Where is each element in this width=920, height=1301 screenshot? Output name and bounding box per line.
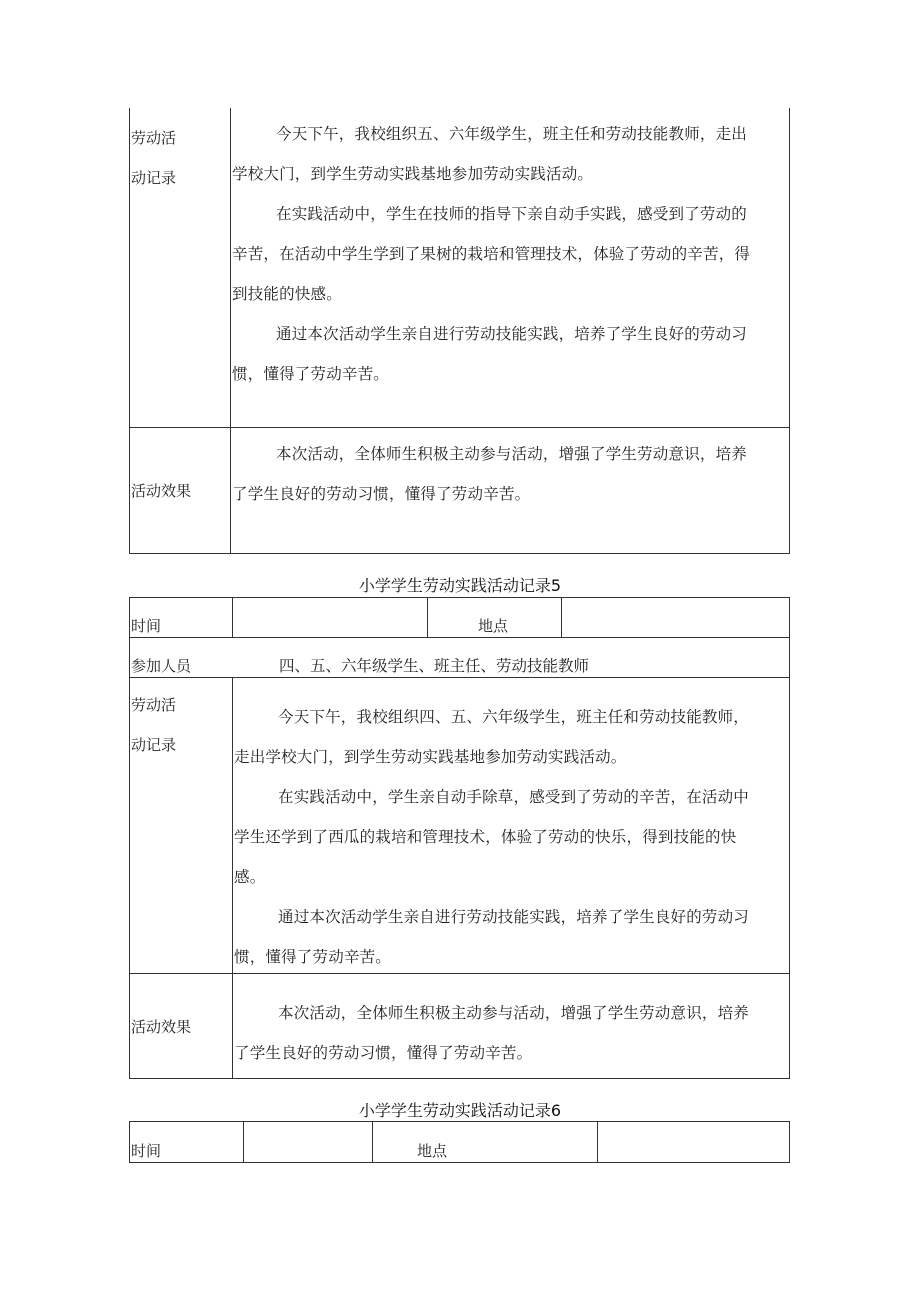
table-border	[789, 597, 790, 1079]
table-border	[129, 1121, 130, 1163]
table-border	[129, 1078, 790, 1079]
record-content	[234, 697, 788, 977]
time-value-cell	[233, 598, 426, 636]
table-border	[129, 597, 130, 1079]
table-border	[789, 1121, 790, 1163]
label-activity-record: 劳动活 动记录	[131, 129, 177, 187]
paragraph: 在实践活动中，学生亲自动手除草，感受到了劳动的辛苦，在活动中 学生还学到了西瓜的栽培和管理技术，体验了劳动的快乐，得到技能的快 感。	[234, 788, 750, 886]
table-border	[129, 108, 130, 554]
paragraph: 通过本次活动学生亲自进行劳动技能实践，培养了学生良好的劳动习 惯，懂得了劳动辛苦。	[234, 908, 750, 966]
label-participants: 参加人员	[131, 657, 192, 675]
label-place: 地点	[417, 1142, 448, 1160]
effect-content: 本次活动，全体师生积极主动参与活动，增强了学生劳动意识，培养 了学生良好的劳动习惯，懂得了劳动辛苦。	[232, 445, 748, 503]
record6-title: 小学学生劳动实践活动记录6	[358, 1101, 562, 1120]
paragraph: 通过本次活动学生亲自进行劳动技能实践，培养了学生良好的劳动习 惯，懂得了劳动辛苦。	[232, 325, 748, 383]
paragraph: 今天下午，我校组织四、五、六年级学生，班主任和劳动技能教师， 走出学校大门，到学生劳动实践基地参加劳动实践活动。	[234, 708, 750, 766]
label-time: 时间	[131, 1142, 162, 1160]
record5-title: 小学学生劳动实践活动记录5	[358, 576, 562, 595]
time-value-cell	[244, 1122, 371, 1162]
label-activity-effect: 活动效果	[131, 482, 192, 500]
table-border	[789, 108, 790, 554]
place-value-cell	[598, 1122, 788, 1162]
label-time: 时间	[131, 617, 162, 635]
effect-content: 本次活动，全体师生积极主动参与活动，增强了学生劳动意识，培养 了学生良好的劳动习惯，懂得了劳动辛苦。	[234, 1004, 750, 1062]
paragraph: 在实践活动中，学生在技师的指导下亲自动手实践，感受到了劳动的 辛苦，在活动中学生学到了果树的栽培和管理技术，体验了劳动的辛苦，得 到技能的快感。	[232, 205, 751, 303]
table-border	[230, 108, 231, 554]
participants-value: 四、五、六年级学生、班主任、劳动技能教师	[279, 657, 590, 675]
label-place: 地点	[478, 617, 509, 635]
label-activity-effect: 活动效果	[131, 1018, 192, 1036]
record-content	[232, 114, 788, 394]
place-value-cell	[562, 598, 788, 636]
table-border	[129, 427, 790, 428]
table-border	[232, 677, 233, 1079]
label-activity-record: 劳动活 动记录	[131, 696, 177, 754]
table-border	[129, 1162, 790, 1163]
paragraph: 今天下午，我校组织五、六年级学生，班主任和劳动技能教师，走出 学校大门，到学生劳动实践基地参加劳动实践活动。	[232, 125, 748, 183]
table-border	[129, 553, 790, 554]
table-border	[372, 1121, 373, 1163]
table-border	[427, 597, 428, 637]
table-border	[129, 637, 790, 638]
